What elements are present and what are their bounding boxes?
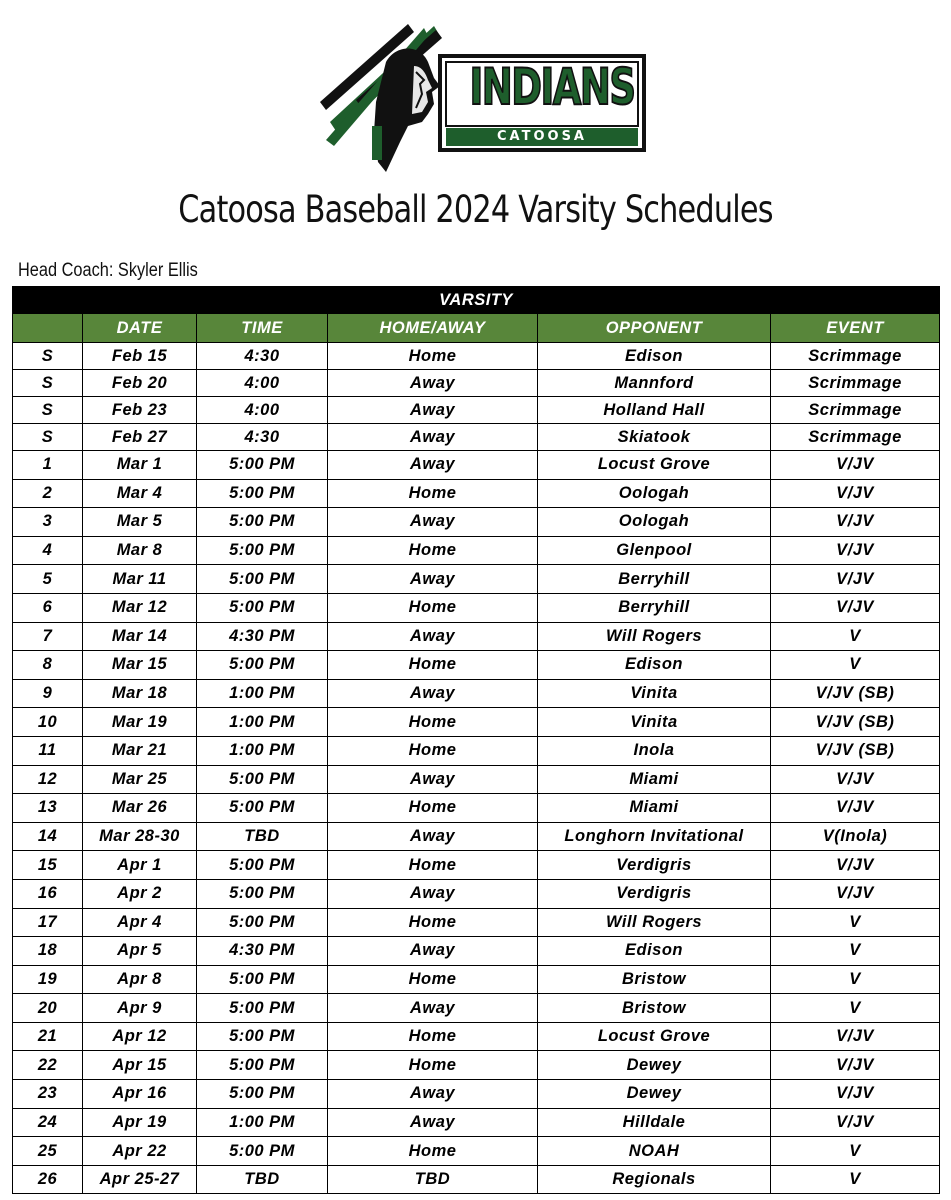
- game-number: 25: [13, 1137, 83, 1166]
- home-away: Home: [328, 651, 538, 680]
- event: V/JV: [771, 1051, 940, 1080]
- game-date: Apr 19: [83, 1108, 197, 1137]
- game-time: 5:00 PM: [197, 536, 328, 565]
- opponent: Oologah: [538, 479, 771, 508]
- game-time: 5:00 PM: [197, 1051, 328, 1080]
- table-row: [13, 593, 940, 622]
- game-number: 15: [13, 851, 83, 880]
- event: Scrimmage: [771, 397, 940, 424]
- game-date: Mar 14: [83, 622, 197, 651]
- opponent: Berryhill: [538, 593, 771, 622]
- home-away: TBD: [328, 1165, 538, 1194]
- schedule-body: [13, 343, 940, 1194]
- game-date: Apr 5: [83, 937, 197, 966]
- game-time: 1:00 PM: [197, 1108, 328, 1137]
- opponent: Hilldale: [538, 1108, 771, 1137]
- table-row: [13, 822, 940, 851]
- table-row: [13, 343, 940, 370]
- home-away: Home: [328, 1022, 538, 1051]
- event: V: [771, 965, 940, 994]
- game-number: S: [13, 343, 83, 370]
- opponent: Inola: [538, 736, 771, 765]
- event: V/JV: [771, 1022, 940, 1051]
- game-time: 1:00 PM: [197, 736, 328, 765]
- table-row: [13, 424, 940, 451]
- opponent: NOAH: [538, 1137, 771, 1166]
- opponent: Berryhill: [538, 565, 771, 594]
- table-row: [13, 708, 940, 737]
- game-time: 5:00 PM: [197, 451, 328, 480]
- opponent: Will Rogers: [538, 622, 771, 651]
- game-number: 18: [13, 937, 83, 966]
- event: V/JV: [771, 479, 940, 508]
- table-row: [13, 908, 940, 937]
- game-time: 5:00 PM: [197, 651, 328, 680]
- event: V/JV: [771, 565, 940, 594]
- game-time: 4:30: [197, 343, 328, 370]
- home-away: Away: [328, 994, 538, 1023]
- event: V: [771, 622, 940, 651]
- event: V/JV: [771, 593, 940, 622]
- event: V: [771, 937, 940, 966]
- home-away: Home: [328, 536, 538, 565]
- game-number: 26: [13, 1165, 83, 1194]
- game-date: Apr 4: [83, 908, 197, 937]
- event: V/JV: [771, 765, 940, 794]
- game-time: 5:00 PM: [197, 1137, 328, 1166]
- game-date: Apr 12: [83, 1022, 197, 1051]
- game-date: Mar 26: [83, 794, 197, 823]
- game-date: Feb 15: [83, 343, 197, 370]
- game-number: 17: [13, 908, 83, 937]
- section-banner: VARSITY: [13, 287, 940, 314]
- event: Scrimmage: [771, 424, 940, 451]
- game-number: 3: [13, 508, 83, 537]
- game-time: 5:00 PM: [197, 565, 328, 594]
- game-date: Mar 28-30: [83, 822, 197, 851]
- game-time: 5:00 PM: [197, 1022, 328, 1051]
- game-time: TBD: [197, 822, 328, 851]
- game-number: 8: [13, 651, 83, 680]
- home-away: Away: [328, 822, 538, 851]
- home-away: Away: [328, 397, 538, 424]
- col-header-opponent: OPPONENT: [538, 314, 771, 343]
- event: V/JV (SB): [771, 736, 940, 765]
- home-away: Home: [328, 1051, 538, 1080]
- game-time: 5:00 PM: [197, 794, 328, 823]
- game-number: 20: [13, 994, 83, 1023]
- table-row: [13, 370, 940, 397]
- game-date: Mar 19: [83, 708, 197, 737]
- game-number: 24: [13, 1108, 83, 1137]
- event: V/JV: [771, 508, 940, 537]
- game-number: S: [13, 370, 83, 397]
- schedule-table: [12, 286, 940, 1194]
- col-header-date: DATE: [83, 314, 197, 343]
- game-number: 1: [13, 451, 83, 480]
- game-date: Apr 8: [83, 965, 197, 994]
- event: V: [771, 1137, 940, 1166]
- opponent: Dewey: [538, 1051, 771, 1080]
- game-date: Apr 2: [83, 879, 197, 908]
- home-away: Home: [328, 593, 538, 622]
- game-date: Mar 15: [83, 651, 197, 680]
- logo-subtext: CATOOSA: [497, 129, 587, 144]
- event: Scrimmage: [771, 370, 940, 397]
- event: V/JV: [771, 794, 940, 823]
- col-header-number: [13, 314, 83, 343]
- table-row: [13, 794, 940, 823]
- game-date: Apr 16: [83, 1080, 197, 1109]
- home-away: Away: [328, 1080, 538, 1109]
- game-date: Mar 18: [83, 679, 197, 708]
- game-date: Mar 11: [83, 565, 197, 594]
- logo-wordmark-text: INDIANS: [469, 58, 635, 116]
- table-row: [13, 765, 940, 794]
- page-title: Catoosa Baseball 2024 Varsity Schedules: [178, 188, 773, 231]
- game-number: 21: [13, 1022, 83, 1051]
- home-away: Home: [328, 851, 538, 880]
- home-away: Home: [328, 708, 538, 737]
- game-time: 5:00 PM: [197, 994, 328, 1023]
- event: V(Inola): [771, 822, 940, 851]
- table-row: [13, 736, 940, 765]
- opponent: Miami: [538, 765, 771, 794]
- event: V/JV (SB): [771, 708, 940, 737]
- game-time: 5:00 PM: [197, 593, 328, 622]
- game-number: 14: [13, 822, 83, 851]
- home-away: Away: [328, 879, 538, 908]
- game-date: Apr 1: [83, 851, 197, 880]
- table-row: [13, 1165, 940, 1194]
- column-headers: [13, 314, 940, 343]
- game-date: Mar 4: [83, 479, 197, 508]
- home-away: Home: [328, 343, 538, 370]
- event: V/JV: [771, 851, 940, 880]
- opponent: Holland Hall: [538, 397, 771, 424]
- indian-head-emblem: [320, 24, 442, 172]
- opponent: Glenpool: [538, 536, 771, 565]
- home-away: Away: [328, 937, 538, 966]
- opponent: Bristow: [538, 965, 771, 994]
- table-row: [13, 536, 940, 565]
- event: V/JV: [771, 536, 940, 565]
- game-time: 5:00 PM: [197, 508, 328, 537]
- game-date: Apr 25-27: [83, 1165, 197, 1194]
- game-number: 7: [13, 622, 83, 651]
- opponent: Skiatook: [538, 424, 771, 451]
- event: V: [771, 1165, 940, 1194]
- home-away: Away: [328, 765, 538, 794]
- event: V/JV: [771, 1108, 940, 1137]
- game-date: Mar 25: [83, 765, 197, 794]
- game-time: 5:00 PM: [197, 965, 328, 994]
- opponent: Longhorn Invitational: [538, 822, 771, 851]
- table-row: [13, 1080, 940, 1109]
- table-row: [13, 937, 940, 966]
- game-date: Apr 9: [83, 994, 197, 1023]
- game-number: 2: [13, 479, 83, 508]
- game-date: Feb 27: [83, 424, 197, 451]
- table-row: [13, 565, 940, 594]
- head-coach: Head Coach: Skyler Ellis: [18, 260, 198, 281]
- game-number: 10: [13, 708, 83, 737]
- game-time: 4:30: [197, 424, 328, 451]
- home-away: Home: [328, 908, 538, 937]
- home-away: Away: [328, 622, 538, 651]
- table-row: [13, 622, 940, 651]
- game-number: 16: [13, 879, 83, 908]
- col-header-time: TIME: [197, 314, 328, 343]
- game-number: S: [13, 397, 83, 424]
- game-date: Feb 23: [83, 397, 197, 424]
- event: V/JV: [771, 451, 940, 480]
- home-away: Away: [328, 370, 538, 397]
- game-date: Apr 22: [83, 1137, 197, 1166]
- home-away: Away: [328, 679, 538, 708]
- opponent: Dewey: [538, 1080, 771, 1109]
- table-row: [13, 451, 940, 480]
- game-number: 6: [13, 593, 83, 622]
- opponent: Edison: [538, 651, 771, 680]
- table-row: [13, 397, 940, 424]
- game-date: Mar 12: [83, 593, 197, 622]
- home-away: Home: [328, 479, 538, 508]
- game-time: TBD: [197, 1165, 328, 1194]
- opponent: Edison: [538, 343, 771, 370]
- home-away: Home: [328, 794, 538, 823]
- game-time: 4:00: [197, 397, 328, 424]
- table-row: [13, 879, 940, 908]
- team-logo: [316, 22, 646, 178]
- col-header-event: EVENT: [771, 314, 940, 343]
- game-date: Mar 1: [83, 451, 197, 480]
- game-number: S: [13, 424, 83, 451]
- game-time: 5:00 PM: [197, 479, 328, 508]
- game-number: 22: [13, 1051, 83, 1080]
- table-row: [13, 1051, 940, 1080]
- table-row: [13, 851, 940, 880]
- opponent: Verdigris: [538, 851, 771, 880]
- table-row: [13, 1108, 940, 1137]
- game-number: 5: [13, 565, 83, 594]
- event: V/JV: [771, 879, 940, 908]
- event: V/JV (SB): [771, 679, 940, 708]
- opponent: Vinita: [538, 679, 771, 708]
- table-row: [13, 679, 940, 708]
- home-away: Home: [328, 736, 538, 765]
- game-time: 1:00 PM: [197, 708, 328, 737]
- game-time: 4:30 PM: [197, 937, 328, 966]
- table-row: [13, 479, 940, 508]
- opponent: Bristow: [538, 994, 771, 1023]
- home-away: Away: [328, 1108, 538, 1137]
- game-time: 4:00: [197, 370, 328, 397]
- game-time: 5:00 PM: [197, 851, 328, 880]
- opponent: Will Rogers: [538, 908, 771, 937]
- game-time: 1:00 PM: [197, 679, 328, 708]
- game-date: Mar 8: [83, 536, 197, 565]
- opponent: Edison: [538, 937, 771, 966]
- table-row: [13, 994, 940, 1023]
- event: Scrimmage: [771, 343, 940, 370]
- opponent: Locust Grove: [538, 1022, 771, 1051]
- game-time: 4:30 PM: [197, 622, 328, 651]
- game-time: 5:00 PM: [197, 908, 328, 937]
- event: V: [771, 651, 940, 680]
- game-date: Apr 15: [83, 1051, 197, 1080]
- home-away: Away: [328, 565, 538, 594]
- game-date: Feb 20: [83, 370, 197, 397]
- table-row: [13, 965, 940, 994]
- home-away: Away: [328, 508, 538, 537]
- game-number: 9: [13, 679, 83, 708]
- game-date: Mar 21: [83, 736, 197, 765]
- opponent: Miami: [538, 794, 771, 823]
- table-row: [13, 1137, 940, 1166]
- home-away: Home: [328, 965, 538, 994]
- game-time: 5:00 PM: [197, 879, 328, 908]
- opponent: Verdigris: [538, 879, 771, 908]
- event: V: [771, 994, 940, 1023]
- home-away: Home: [328, 1137, 538, 1166]
- game-number: 11: [13, 736, 83, 765]
- game-date: Mar 5: [83, 508, 197, 537]
- opponent: Vinita: [538, 708, 771, 737]
- home-away: Away: [328, 451, 538, 480]
- table-row: [13, 508, 940, 537]
- game-number: 4: [13, 536, 83, 565]
- event: V/JV: [771, 1080, 940, 1109]
- table-row: [13, 1022, 940, 1051]
- opponent: Mannford: [538, 370, 771, 397]
- game-number: 23: [13, 1080, 83, 1109]
- game-time: 5:00 PM: [197, 765, 328, 794]
- opponent: Regionals: [538, 1165, 771, 1194]
- table-row: [13, 651, 940, 680]
- opponent: Oologah: [538, 508, 771, 537]
- game-number: 19: [13, 965, 83, 994]
- game-number: 12: [13, 765, 83, 794]
- opponent: Locust Grove: [538, 451, 771, 480]
- game-number: 13: [13, 794, 83, 823]
- home-away: Away: [328, 424, 538, 451]
- game-time: 5:00 PM: [197, 1080, 328, 1109]
- col-header-home-away: HOME/AWAY: [328, 314, 538, 343]
- event: V: [771, 908, 940, 937]
